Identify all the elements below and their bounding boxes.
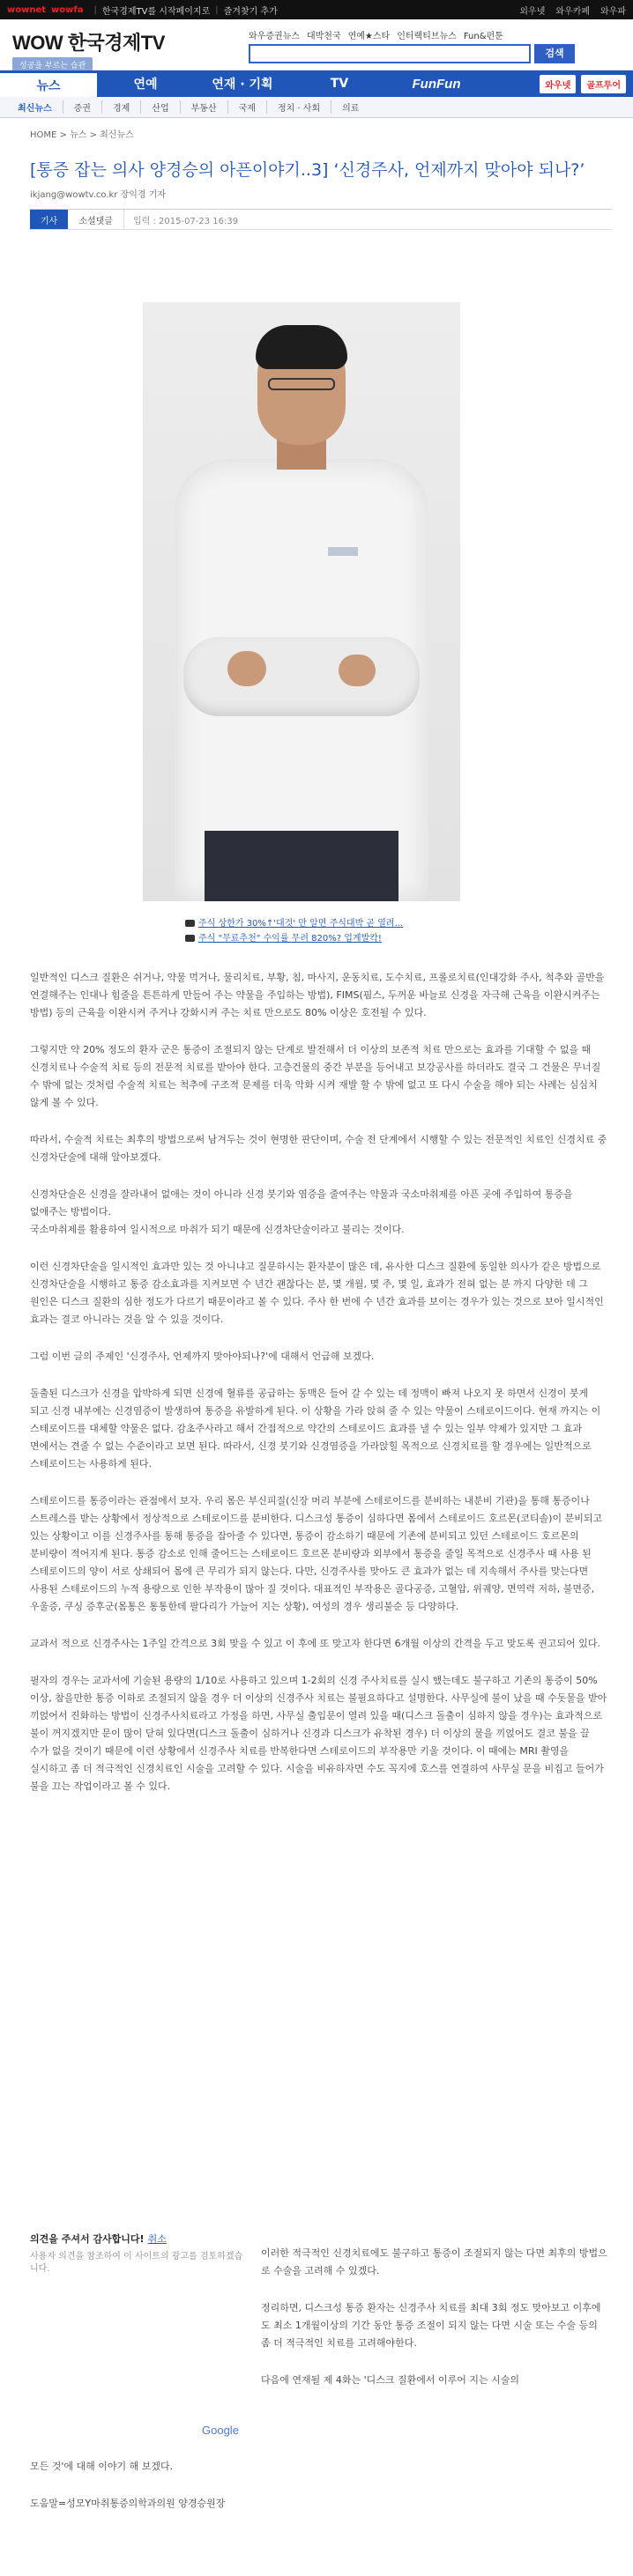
divider: | bbox=[93, 4, 97, 15]
subnav-politics[interactable]: 정치 · 사회 bbox=[267, 100, 331, 114]
tab-social-comments[interactable]: 소셜댓글 bbox=[68, 210, 124, 229]
camera-icon bbox=[185, 935, 195, 942]
subnav-industry[interactable]: 산업 bbox=[141, 100, 180, 114]
tab-article[interactable]: 기사 bbox=[30, 210, 68, 229]
add-favorite-link[interactable]: 즐겨찾기 추가 bbox=[223, 6, 278, 17]
search-input[interactable] bbox=[249, 44, 531, 63]
nav-series[interactable]: 연재 · 기획 bbox=[212, 78, 273, 92]
paragraph: 다음에 연재될 제 4화는 '디스크 질환에서 이루어 지는 시술의 bbox=[261, 2374, 520, 2386]
paragraph: 이런 신경차단술을 일시적인 효과만 있는 것 아니냐고 질문하시는 환자분이 많은 데, 유사한 디스크 질환에 동일한 의사가 같은 방법으로 신경차단술을 시행하고 통증 감소효과를 지켜보면 수 년간 괜찮다는 분, 몇 개월, 몇 주, 몇 일, 효과가 전혀 없는 분 까지 다양한 데 그 원인은 디스크 질환의 심한 정도가 다르기 때문이라고 볼 수 있다. 주사 한 번에 수 년간 효과를 보이는 경우가 있는 것으로 보아 일시적인 효과는 결코 아니라는 것을 알 수 있을 것이다. bbox=[30, 1261, 604, 1325]
article-header bbox=[30, 159, 612, 230]
subnav-medical[interactable]: 의료 bbox=[342, 104, 360, 114]
brand-logo[interactable] bbox=[12, 28, 165, 72]
subnav-realestate[interactable]: 부동산 bbox=[181, 100, 228, 114]
subnav-economy[interactable]: 경제 bbox=[102, 100, 141, 114]
article-date: 입력 : 2015-07-23 16:39 bbox=[132, 216, 239, 226]
ad-feedback-box bbox=[30, 2232, 250, 2437]
wownet-badge[interactable]: 와우넷 bbox=[540, 75, 576, 93]
article-body-tail bbox=[30, 2458, 608, 2532]
nav-funfun[interactable] bbox=[388, 70, 485, 97]
article-title: [통증 잡는 의사 양경승의 아픈이야기..3] ‘신경주사, 언제까지 맞아야 되나?’ bbox=[30, 160, 585, 180]
name-tag bbox=[328, 547, 358, 556]
top-link-wowpa[interactable]: 와우파 bbox=[600, 6, 626, 17]
quick-links bbox=[249, 28, 503, 41]
quicklink-fun[interactable]: Fun&펀툰 bbox=[463, 32, 503, 41]
article-body-side bbox=[261, 2245, 608, 2409]
nav-news[interactable]: 뉴스 bbox=[0, 70, 97, 97]
top-right-links bbox=[519, 4, 626, 17]
quicklink-daebak[interactable]: 대박천국 bbox=[306, 32, 341, 41]
google-logo: Google bbox=[202, 2424, 239, 2437]
search-button[interactable]: 검색 bbox=[534, 44, 575, 63]
subnav-stock[interactable]: 증권 bbox=[63, 100, 102, 114]
main-nav bbox=[0, 70, 633, 97]
paragraph: 따라서, 수술적 치료는 최후의 방법으로써 남겨두는 것이 현명한 판단이며, 수술 전 단계에서 시행할 수 있는 전문적인 치료인 신경치료 중 신경차단술에 대해 알아보겠다. bbox=[30, 1134, 607, 1163]
site-header bbox=[0, 19, 633, 70]
paragraph: 이러한 적극적인 신경치료에도 불구하고 통증이 조절되지 않는 다면 최후의 방법으로 수술을 고려해 수 있겠다. bbox=[261, 2247, 607, 2276]
nav-entertainment[interactable]: 연예 bbox=[133, 78, 158, 92]
paragraph: 그렇지만 약 20% 정도의 환자 군은 통증이 조절되지 않는 단계로 발전해서 더 이상의 보존적 치료 만으로는 효과를 기대할 수 없을 때 신경치료나 수술적 치료 등의 전문적 치료를 받아야 한다. 고층건물의 중간 부분을 등어내고 보강공사를 하더라도 결국 그 건물은 무너질 수 밖에 없는 것처럼 수술적 치료는 척추에 구조적 문제를 더욱 악화 시켜 재발 할 수 밖에 없고 또 다시 수술을 해야 되는 사례는 심심치 않게 볼 수 있다. bbox=[30, 1044, 601, 1108]
promo-link-1-text[interactable]: 주식 상한가 30%↑'대것' 만 알면 주식대박 곧 열려... bbox=[198, 919, 404, 929]
divider: | bbox=[215, 4, 219, 15]
article-body bbox=[30, 969, 608, 1815]
camera-icon bbox=[185, 920, 195, 927]
brand-slogan: 성공을 부르는 습관 bbox=[12, 57, 93, 72]
quicklink-star[interactable]: 연예★스타 bbox=[347, 32, 391, 41]
sub-nav bbox=[0, 97, 633, 118]
paragraph: 모든 것'에 대해 이야기 해 보겠다. bbox=[30, 2461, 174, 2472]
promo-link-2[interactable] bbox=[185, 930, 382, 944]
top-bar bbox=[0, 0, 633, 19]
promo-link-2-text[interactable]: 주식 "무료추천" 수익률 무려 820%? 업계발칵! bbox=[198, 934, 382, 944]
nav-badges bbox=[540, 70, 633, 97]
wownet-logo[interactable]: wownet bbox=[7, 4, 47, 15]
article-credit: 도움말=성모Y마취통증의학과의원 양경승원장 bbox=[30, 2498, 226, 2509]
doctor-photo bbox=[143, 302, 460, 901]
golftour-badge[interactable]: 골프투어 bbox=[581, 75, 626, 93]
subnav-latest[interactable]: 최신뉴스 bbox=[7, 100, 63, 114]
brand-name: WOW 한국경제TV bbox=[12, 32, 165, 54]
nav-tv[interactable]: TV bbox=[330, 77, 349, 91]
paragraph: 돌출된 디스크가 신경을 압박하게 되면 신경에 혈류를 공급하는 동맥은 들어 갈 수 있는 데 정맥이 빠져 나오지 못 하면서 신경이 붓게 되고 신경 내부에는 신경염증이 발생하여 통증을 유발하게 된다. 이 상황을 가라 앉혀 줄 수 있는 약물이 스테로이드이다. 현재 까지는 이 스테로이드를 대체할 약물은 없다. 감초주사라고 해서 간접적으로 약간의 스테로이드 효과를 낼 수 있는 일부 약제가 있지만 그 효과 면에서는 견줄 수 없는 수준이라고 보면 된다. 따라서, 신경 붓기와 신경염증을 가라앉힐 목적으로 신경치료를 할 경우에는 일반적으로 스테로이드는 사용하게 된다. bbox=[30, 1388, 601, 1469]
crossed-arms bbox=[183, 637, 420, 716]
top-link-wownet[interactable]: 외우넷 bbox=[519, 6, 546, 17]
breadcrumb: HOME > 뉴스 > 최신뉴스 bbox=[30, 130, 134, 140]
quicklink-stock-news[interactable]: 와우증권뉴스 bbox=[249, 32, 300, 41]
paragraph: 그럼 이번 글의 주제인 '신경주사, 언제까지 맞아야되나?'에 대해서 언급해 보겠다. bbox=[30, 1351, 375, 1362]
ad-undo-link[interactable]: 취소 bbox=[147, 2233, 167, 2245]
top-link-wowcafe[interactable]: 와우카페 bbox=[555, 6, 591, 17]
paragraph: 스테로이드를 통증이라는 관점에서 보자. 우리 몸은 부신피질(신장 머리 부분에 스테로이드를 분비하는 내분비 기관)을 통해 통증이나 스트레스를 받는 상황에서 정상적으로 스테로이드를 분비한다. 디스크성 통증이 심하다면 몸에서 스테로이드 호르몬(코티솔)이 분비되고 있는 상황이고 이를 신경주사를 통해 통증을 잡아줄 수 있다면, 통증이 감소하기 때문에 기존에 분비되고 있던 스테로이드 호르몬의 분비량이 적어지게 된다. 통증 감소로 인해 줄어드는 스테로이드 호르몬 분비량과 외부에서 통증을 줄일 목적으로 신경주사 때 사용 된 스테로이드의 양이 서로 상쇄되어 몸에 큰 무리가 되지 않는다. 다만, 신경주사를 맞아도 큰 효과가 없는 데 지속해서 주사를 맞는다면 사용된 스테로이드의 누적 용량으로 인한 부작용이 많아 질 것이다. 대표적인 부작용은 골다공증, 고혈압, 위궤양, 면역력 저하, 불면증, 우울증, 쿠싱 증후군(몸통은 통통한데 팔다리가 가늘어 지는 상황), 여성의 경우 생리불순 등 다양하다. bbox=[30, 1495, 603, 1612]
promo-link-1[interactable] bbox=[185, 915, 403, 929]
paragraph: 일반적인 디스크 질환은 쉬거나, 약물 먹거나, 물리치료, 부황, 침, 마사지, 운동치료, 도수치료, 프롤로치료(인대강화 주사, 척추와 골반을 연결해주는 인대나 힘줄을 튼튼하게 만들어 주는 약물을 주입하는 방법), FIMS(핌스, 두꺼운 바늘로 신경을 자극해 근육을 이완시켜주는 방법) 등의 근육을 이완시켜 주거나 강화시켜 주는 치료 만으로도 80% 이상은 호전될 수 있다. bbox=[30, 972, 605, 1018]
paragraph: 교과서 적으로 신경주사는 1주일 간격으로 3회 맞을 수 있고 이 후에 또 맞고자 한다면 6개월 이상의 간격을 두고 맞도록 권고되어 있다. bbox=[30, 1638, 600, 1649]
quicklink-interactive[interactable]: 인터랙티브뉴스 bbox=[397, 32, 457, 41]
subnav-international[interactable]: 국제 bbox=[228, 100, 267, 114]
paragraph: 정리하면, 디스크성 통증 환자는 신경주사 치료를 최대 3회 정도 맞아보고 이후에도 최소 1개월이상의 기간 동안 통증 조절이 되지 않는 다면 시술 또는 수술 등의 좀 더 적극적인 치료를 고려해야한다. bbox=[261, 2302, 601, 2349]
funfun-label: FunFun bbox=[412, 76, 461, 92]
reporter-email[interactable]: ikjang@wowtv.co.kr 장익경 기자 bbox=[30, 190, 167, 200]
article-meta-bar bbox=[30, 209, 612, 230]
wowfa-logo[interactable]: wowfa bbox=[51, 4, 84, 15]
ad-feedback-heading: 의견을 주셔서 감사합니다! 취소 bbox=[30, 2233, 167, 2245]
paragraph: 신경차단술은 신경을 잘라내어 없애는 것이 아니라 신경 붓기와 염증을 줄여주는 약물과 국소마취제를 아픈 곳에 주입하여 통증을 없애주는 방법이다. 국소마취제를 활용하여 일시적으로 마취가 되기 때문에 신경차단술이라고 불리는 것이다. bbox=[30, 1188, 573, 1235]
ad-feedback-desc: 사용자 의견을 참조하여 이 사이트의 광고를 검토하겠습니다. bbox=[30, 2252, 243, 2274]
paragraph: 필자의 경우는 교과서에 기술된 용량의 1/10로 사용하고 있으며 1-2회의 신경 주사치료를 실시 했는데도 불구하고 기존의 통증이 50%이상, 참을만한 통증 이하로 조절되지 않을 경우 더 이상의 신경주사 치료는 불필요하다고 설명한다. 사무실에 불이 났을 때 수돗물을 받아 끼얹어서 진화하는 방법이 신경주사치료라고 가정을 하면, 사무실 출입문이 열려 있을 때(디스크 돌출이 심하지 않을 경우)는 효과적으로 불이 꺼지겠지만 문이 많이 닫혀 있다면(디스크 돌출이 심하거나 신경과 디스크가 유착된 경우) 더 이상의 물을 끼얹어도 결코 불을 끌 수가 없을 것이기 때문에 이런 상황에서 신경주사 치료를 반복한다면 스테로이드의 부작용만 키울 것이다. 이 때에는 MRI 촬영을 실시하고 좀 더 적극적인 신경치료인 시술을 고려할 수 있다. 시술을 비유하자면 수도 꼭지에 호스를 연결하여 사무실 문을 비집고 들어가 불을 끄는 작업이라고 볼 수 있다. bbox=[30, 1675, 607, 1792]
set-homepage-link[interactable]: 한국경제TV를 시작페이지로 bbox=[101, 6, 211, 17]
